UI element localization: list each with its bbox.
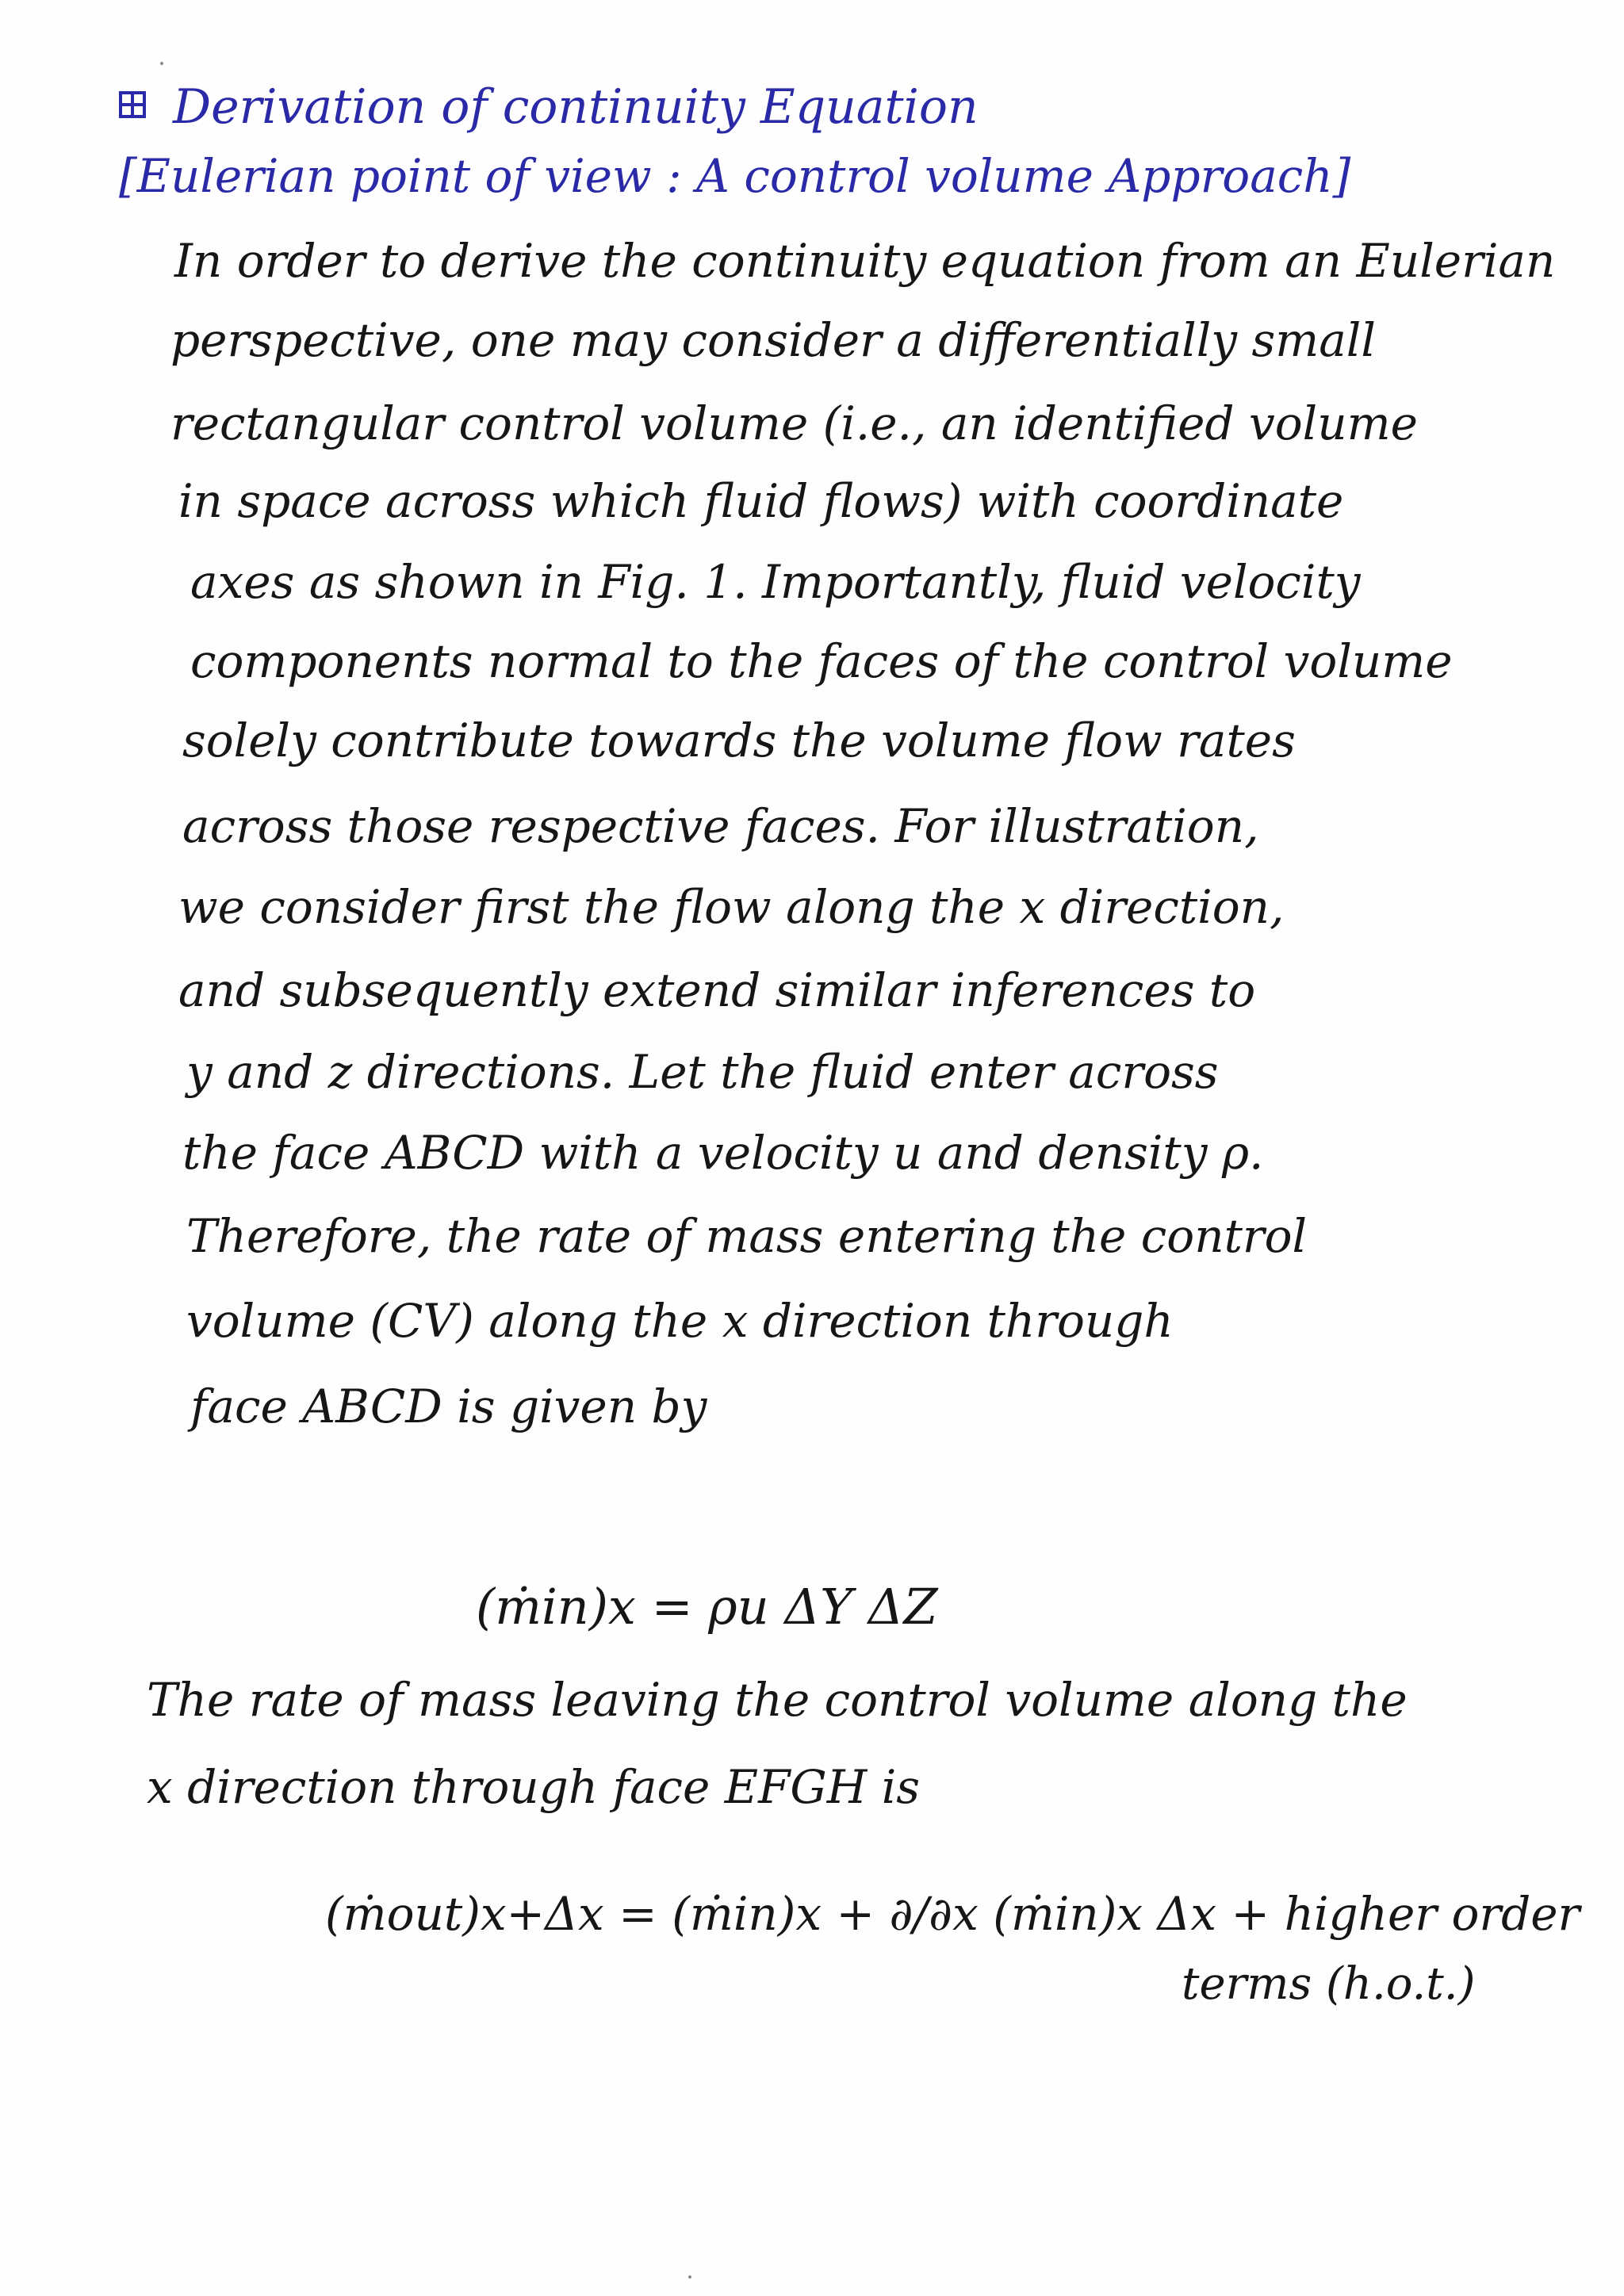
body-line-16: The rate of mass leaving the control volume along the — [147, 1673, 1408, 1727]
section-title — [119, 79, 979, 135]
body-line-5: axes as shown in Fig. 1. Importantly, fluid velocity — [190, 555, 1361, 609]
body-line-9: we consider first the flow along the x direction, — [178, 880, 1285, 934]
body-line-15: face ABCD is given by — [190, 1380, 707, 1433]
scan-speck — [160, 62, 163, 65]
section-title-text: Derivation of continuity Equation — [173, 79, 979, 135]
body-line-7: solely contribute towards the volume flow rates — [182, 714, 1296, 767]
scan-speck — [688, 2275, 691, 2279]
body-line-2: perspective, one may consider a differentially small — [170, 313, 1376, 367]
section-box-icon — [119, 91, 146, 118]
body-line-17: x direction through face EFGH is — [147, 1760, 921, 1814]
body-line-6: components normal to the faces of the control volume — [190, 634, 1453, 688]
body-line-4: in space across which fluid flows) with coordinate — [178, 474, 1344, 528]
body-line-10: and subsequently extend similar inferences to — [178, 963, 1256, 1017]
equation-mass-out: (ṁout)x+Δx = (ṁin)x + ∂/∂x (ṁin)x Δx + higher order — [325, 1887, 1580, 1941]
body-line-13: Therefore, the rate of mass entering the control — [186, 1209, 1308, 1263]
body-line-8: across those respective faces. For illustration, — [182, 799, 1259, 853]
section-subtitle: [Eulerian point of view : A control volume Approach] — [119, 149, 1351, 203]
body-line-3: rectangular control volume (i.e., an identified volume — [170, 396, 1418, 450]
body-line-1: In order to derive the continuity equation from an Eulerian — [174, 234, 1556, 288]
body-line-14: volume (CV) along the x direction through — [186, 1294, 1174, 1348]
body-line-11: y and z directions. Let the fluid enter across — [186, 1045, 1219, 1099]
equation-mass-in: (ṁin)x = ρu ΔY ΔZ — [476, 1578, 938, 1636]
body-line-12: the face ABCD with a velocity u and density ρ. — [182, 1126, 1264, 1180]
equation-mass-out-cont: terms (h.o.t.) — [1182, 1958, 1476, 2010]
